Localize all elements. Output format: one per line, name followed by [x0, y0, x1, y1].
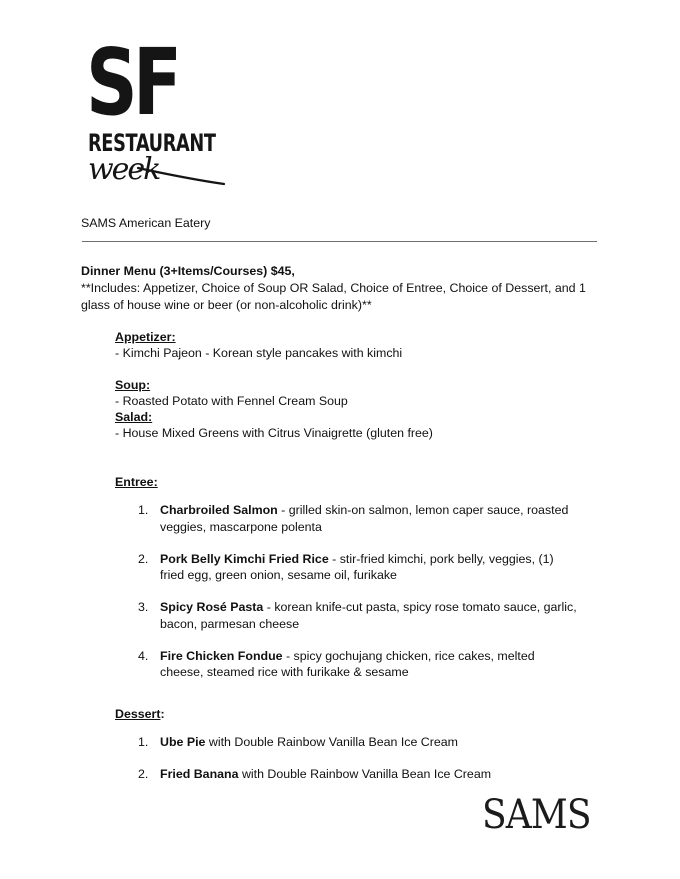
salad-item: - House Mixed Greens with Citrus Vinaigrette (gluten free): [115, 426, 433, 440]
entree-item-desc: - spicy gochujang chicken, rice cakes, melted cheese, steamed rice with furikake & sesame: [160, 648, 535, 679]
entree-item: 4. Fire Chicken Fondue - spicy gochujang chicken, rice cakes, melted cheese, steamed rice with furikake & sesame: [138, 648, 535, 679]
dessert-item-name: Ube Pie: [160, 735, 206, 749]
restaurant-name: SAMS American Eatery: [81, 216, 211, 230]
entree-item-desc: - grilled skin-on salmon, lemon caper sauce, roasted veggies, mascarpone polenta: [160, 503, 569, 534]
entree-item-name: Pork Belly Kimchi Fried Rice: [160, 551, 329, 566]
entree-list: [138, 502, 578, 696]
soup-item: - Roasted Potato with Fennel Cream Soup: [115, 394, 348, 408]
entree-item: 3. Spicy Rosé Pasta - korean knife-cut pasta, spicy rose tomato sauce, garlic, bacon, parmesan cheese: [138, 600, 577, 631]
logo-restaurant-text: RESTAURANT: [88, 129, 216, 157]
dessert-heading: Dessert:: [115, 707, 165, 721]
soup-heading: Soup:: [115, 378, 151, 392]
dessert-item: 2. Fried Banana with Double Rainbow Vanilla Bean Ice Cream: [138, 767, 492, 781]
menu-title: Dinner Menu (3+Items/Courses) $45,: [81, 264, 295, 278]
entree-item-name: Charbroiled Salmon: [160, 503, 278, 517]
entree-item-name: Spicy Rosé Pasta: [160, 600, 264, 614]
dessert-item-desc: with Double Rainbow Vanilla Bean Ice Cream: [205, 735, 458, 749]
entree-heading: Entree:: [115, 475, 158, 489]
entree-item: 2. Pork Belly Kimchi Fried Rice - stir-fried kimchi, pork belly, veggies, (1) fried egg, green onion, sesame oil, furikake: [138, 551, 554, 582]
horizontal-divider: [82, 241, 597, 242]
sf-restaurant-week-logo: [86, 29, 234, 192]
logo-sf-text: SF: [86, 29, 178, 136]
entree-item-name: Fire Chicken Fondue: [160, 648, 283, 663]
entree-item-desc: - korean knife-cut pasta, spicy rose tomato sauce, garlic, bacon, parmesan cheese: [160, 600, 577, 631]
appetizer-item: - Kimchi Pajeon - Korean style pancakes with kimchi: [115, 346, 403, 360]
logo-swoosh-icon: [136, 164, 226, 186]
salad-heading: Salad:: [115, 410, 153, 424]
sams-logo: SAMS: [482, 792, 591, 838]
dessert-item-name: Fried Banana: [160, 767, 239, 781]
dessert-list: [138, 734, 578, 798]
logo-week-text: week: [88, 152, 160, 187]
dessert-item: 1. Ube Pie with Double Rainbow Vanilla Bean Ice Cream: [138, 735, 458, 749]
dessert-item-desc: with Double Rainbow Vanilla Bean Ice Cream: [238, 767, 492, 781]
appetizer-heading: Appetizer:: [115, 330, 176, 344]
entree-item: 1. Charbroiled Salmon - grilled skin-on salmon, lemon caper sauce, roasted veggies, mascarpone polenta: [138, 503, 569, 534]
entree-item-desc: - stir-fried kimchi, pork belly, veggies, (1) fried egg, green onion, sesame oil, furikake: [160, 551, 554, 582]
menu-includes-note: **Includes: Appetizer, Choice of Soup OR Salad, Choice of Entree, Choice of Dessert, and 1 glass of house wine or beer (or non-alcoholic drink)**: [81, 281, 586, 312]
